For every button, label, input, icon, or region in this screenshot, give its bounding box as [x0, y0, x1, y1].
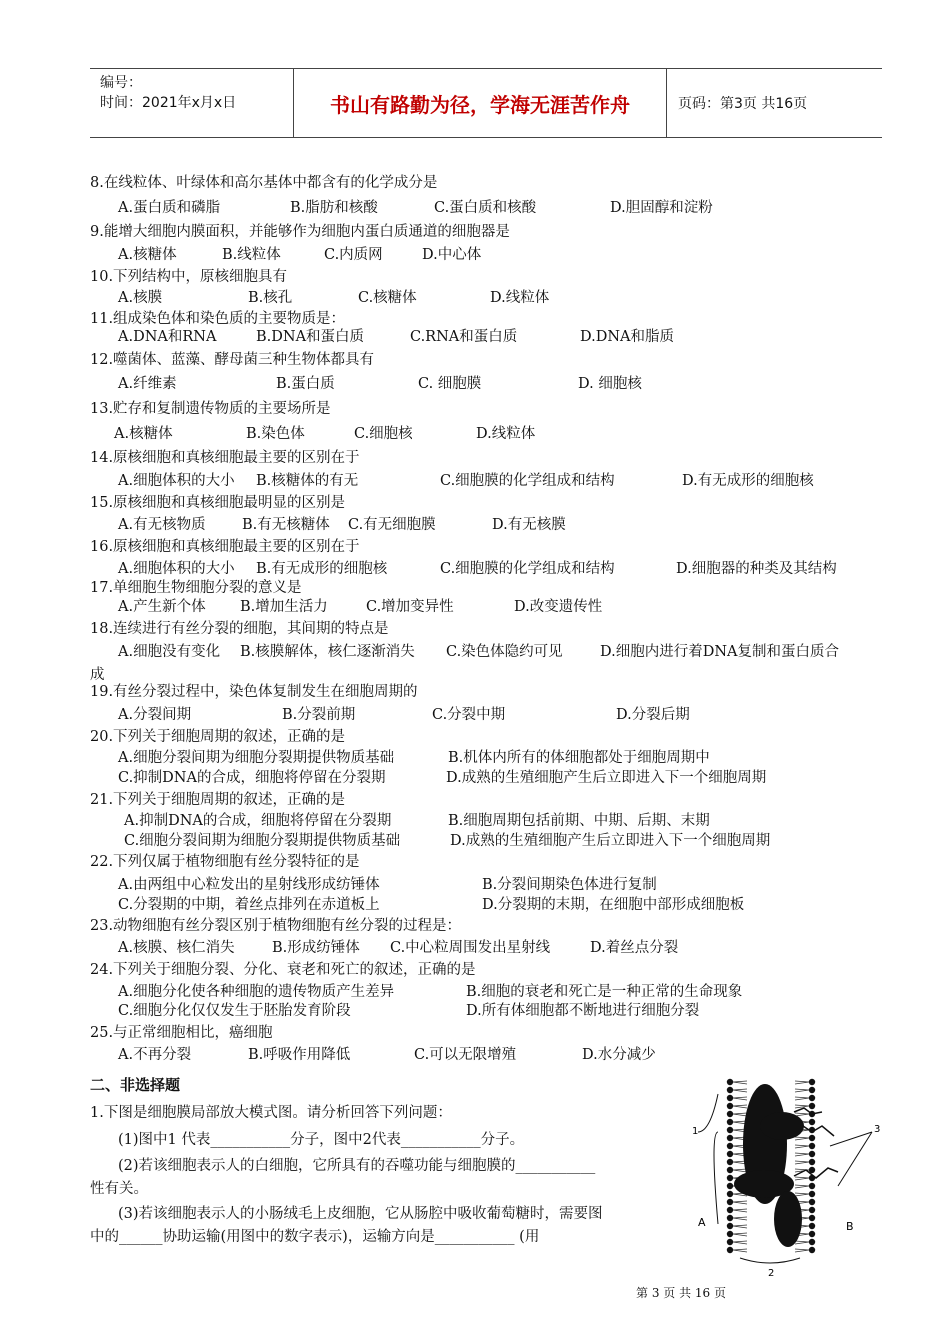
lipid-head	[727, 1127, 733, 1133]
question-stem: 12.噬菌体、蓝藻、酵母菌三种生物体都具有	[90, 352, 375, 368]
answer-option: B.有无成形的细胞核	[256, 561, 388, 577]
lipid-tail	[733, 1113, 747, 1116]
question-stem: 8.在线粒体、叶绿体和高尔基体中都含有的化学成分是	[90, 175, 438, 191]
lipid-head	[727, 1231, 733, 1237]
lipid-head	[809, 1119, 815, 1125]
lipid-tail	[795, 1161, 809, 1164]
lipid-tail	[733, 1225, 747, 1228]
lipid-head	[727, 1159, 733, 1165]
lipid-head	[809, 1079, 815, 1085]
question-stem: 16.原核细胞和真核细胞最主要的区别在于	[90, 539, 360, 555]
answer-option: C.增加变异性	[366, 599, 454, 615]
bracket-1	[698, 1094, 718, 1224]
label-3: 3	[874, 1124, 881, 1135]
lipid-tail	[795, 1145, 809, 1148]
answer-option: C.细胞核	[354, 426, 413, 442]
lipid-head	[727, 1223, 733, 1229]
lipid-head	[727, 1111, 733, 1117]
section2-part1: (1)图中1 代表___________分子，图中2代表___________分子。	[118, 1132, 525, 1148]
answer-option: D.所有体细胞都不断地进行细胞分裂	[466, 1003, 700, 1019]
answer-option: D.着丝点分裂	[590, 940, 679, 956]
answer-option: C.细胞分裂间期为细胞分裂期提供物质基础	[124, 833, 401, 849]
number-label: 编号：	[100, 75, 142, 91]
lipid-head	[809, 1159, 815, 1165]
question-stem: 19.有丝分裂过程中，染色体复制发生在细胞周期的	[90, 684, 418, 700]
protein-upper	[760, 1112, 804, 1140]
section2-part2-cont: 性有关。	[90, 1181, 148, 1197]
question-continuation: 成	[90, 667, 105, 683]
page-header	[90, 68, 882, 138]
answer-option: A.细胞体积的大小	[118, 473, 235, 489]
answer-option: D.中心体	[422, 247, 482, 263]
answer-option: A.核糖体	[114, 426, 173, 442]
question-stem: 9.能增大细胞内膜面积，并能够作为细胞内蛋白质通道的细胞器是	[90, 224, 510, 240]
answer-option: A.由两组中心粒发出的星射线形成纺锤体	[118, 877, 380, 893]
question-stem: 10.下列结构中，原核细胞具有	[90, 269, 288, 285]
lipid-head	[727, 1167, 733, 1173]
pointer-3	[830, 1132, 872, 1186]
question-stem: 11.组成染色体和染色质的主要物质是：	[90, 311, 346, 327]
label-1: 1	[692, 1126, 699, 1137]
lipid-tail	[795, 1193, 809, 1196]
question-stem: 22.下列仅属于植物细胞有丝分裂特征的是	[90, 854, 360, 870]
answer-option: C.染色体隐约可见	[446, 644, 563, 660]
answer-option: C.抑制DNA的合成，细胞将停留在分裂期	[118, 770, 386, 786]
lipid-tail	[795, 1081, 809, 1084]
section-title: 二、非选择题	[90, 1076, 181, 1094]
answer-option: D.成熟的生殖细胞产生后立即进入下一个细胞周期	[446, 770, 767, 786]
answer-option: B.核糖体的有无	[256, 473, 359, 489]
answer-option: A.不再分裂	[118, 1047, 192, 1063]
answer-option: C.细胞膜的化学组成和结构	[440, 561, 615, 577]
answer-option: B.脂肪和核酸	[290, 200, 378, 216]
answer-option: B.有无核糖体	[242, 517, 330, 533]
answer-option: B.染色体	[246, 426, 305, 442]
lipid-tail	[795, 1241, 809, 1244]
question-stem: 25.与正常细胞相比，癌细胞	[90, 1025, 273, 1041]
answer-option: B.呼吸作用降低	[248, 1047, 351, 1063]
lipid-tail	[795, 1177, 809, 1180]
answer-option: C.细胞分化仅仅发生于胚胎发育阶段	[118, 1003, 351, 1019]
glycoprotein-chains	[794, 1108, 838, 1178]
answer-option: A.DNA和RNA	[118, 329, 217, 345]
lipid-head	[727, 1135, 733, 1141]
answer-option: B.分裂前期	[282, 707, 356, 723]
answer-option: C.RNA和蛋白质	[410, 329, 518, 345]
lipid-head	[809, 1207, 815, 1213]
cell-membrane-diagram	[690, 1074, 890, 1279]
lipid-head	[727, 1239, 733, 1245]
lipid-tail	[733, 1201, 747, 1204]
lipid-head	[809, 1135, 815, 1141]
question-stem: 20.下列关于细胞周期的叙述，正确的是	[90, 729, 346, 745]
answer-option: A.细胞分化使各种细胞的遗传物质产生差异	[118, 984, 395, 1000]
lipid-tail	[733, 1241, 747, 1244]
lipid-tail	[733, 1209, 747, 1212]
header-motto: 书山有路勤为径，学海无涯苦作舟	[293, 69, 667, 137]
lipid-tail	[795, 1105, 809, 1108]
answer-option: A.抑制DNA的合成，细胞将停留在分裂期	[124, 813, 392, 829]
answer-option: A.纤维素	[118, 376, 177, 392]
answer-option: A.细胞分裂间期为细胞分裂期提供物质基础	[118, 750, 395, 766]
lipid-head	[727, 1199, 733, 1205]
lipid-head	[727, 1095, 733, 1101]
lipid-head	[809, 1151, 815, 1157]
answer-option: C.分裂期的中期，着丝点排列在赤道板上	[118, 897, 380, 913]
section2-question: 1.下图是细胞膜局部放大模式图。请分析回答下列问题：	[90, 1105, 452, 1121]
question-stem: 21.下列关于细胞周期的叙述，正确的是	[90, 792, 346, 808]
answer-option: A.有无核物质	[118, 517, 206, 533]
answer-option: B.核膜解体，核仁逐渐消失	[240, 644, 415, 660]
answer-option: C.分裂中期	[432, 707, 506, 723]
section2-part3: (3)若该细胞表示人的小肠绒毛上皮细胞，它从肠腔中吸收葡萄糖时，需要图	[118, 1206, 603, 1222]
lipid-tail	[795, 1153, 809, 1156]
lipid-tail	[733, 1217, 747, 1220]
answer-option: D.水分减少	[582, 1047, 656, 1063]
answer-option: B.线粒体	[222, 247, 281, 263]
protein-lower	[774, 1191, 802, 1247]
answer-option: B.DNA和蛋白质	[256, 329, 365, 345]
question-stem: 15.原核细胞和真核细胞最明显的区别是	[90, 495, 346, 511]
lipid-head	[727, 1151, 733, 1157]
question-stem: 17.单细胞生物细胞分裂的意义是	[90, 580, 302, 596]
lipid-head	[727, 1247, 733, 1253]
lipid-tail	[795, 1137, 809, 1140]
lipid-tail	[733, 1105, 747, 1108]
label-2: 2	[768, 1268, 775, 1279]
lipid-head	[809, 1143, 815, 1149]
answer-option: D.胆固醇和淀粉	[610, 200, 713, 216]
answer-option: C.中心粒周围发出星射线	[390, 940, 551, 956]
answer-option: A.细胞体积的大小	[118, 561, 235, 577]
lipid-tail	[733, 1233, 747, 1236]
answer-option: B.分裂间期染色体进行复制	[482, 877, 657, 893]
answer-option: D.改变遗传性	[514, 599, 603, 615]
answer-option: B.核孔	[248, 290, 293, 306]
lipid-head	[809, 1095, 815, 1101]
answer-option: C.蛋白质和核酸	[434, 200, 537, 216]
answer-option: D.线粒体	[490, 290, 550, 306]
lipid-tail	[795, 1249, 809, 1252]
lipid-tail	[733, 1097, 747, 1100]
answer-option: C.内质网	[324, 247, 383, 263]
answer-option: B.形成纺锤体	[272, 940, 360, 956]
answer-option: C. 细胞膜	[418, 376, 482, 392]
answer-option: D.细胞内进行着DNA复制和蛋白质合	[600, 644, 840, 660]
answer-option: A.核膜	[118, 290, 163, 306]
answer-option: C.有无细胞膜	[348, 517, 436, 533]
lipid-head	[727, 1183, 733, 1189]
lipid-tail	[795, 1089, 809, 1092]
answer-option: D.有无成形的细胞核	[682, 473, 814, 489]
lipid-head	[727, 1087, 733, 1093]
header-meta	[100, 73, 236, 113]
answer-option: A.核膜、核仁消失	[118, 940, 235, 956]
label-A: A	[698, 1216, 706, 1229]
lipid-head	[809, 1231, 815, 1237]
answer-option: D.分裂后期	[616, 707, 690, 723]
lipid-tail	[733, 1169, 747, 1172]
lipid-head	[809, 1199, 815, 1205]
lipid-tail	[733, 1249, 747, 1252]
answer-option: D.分裂期的末期，在细胞中部形成细胞板	[482, 897, 745, 913]
lipid-head	[809, 1103, 815, 1109]
time-label: 时间：2021年x月x日	[100, 95, 237, 111]
label-B: B	[846, 1220, 854, 1233]
lipid-head	[727, 1215, 733, 1221]
lipid-head	[727, 1191, 733, 1197]
lipid-head	[809, 1223, 815, 1229]
answer-option: D.细胞器的种类及其结构	[676, 561, 837, 577]
section2-part3-cont: 中的______协助运输(用图中的数字表示)，运输方向是___________ (用	[90, 1229, 540, 1245]
answer-option: B.蛋白质	[276, 376, 335, 392]
lipid-head	[809, 1191, 815, 1197]
question-stem: 18.连续进行有丝分裂的细胞，其间期的特点是	[90, 621, 389, 637]
lipid-tail	[733, 1089, 747, 1092]
answer-option: C.可以无限增殖	[414, 1047, 517, 1063]
answer-option: A.细胞没有变化	[118, 644, 221, 660]
lipid-head	[727, 1119, 733, 1125]
lipid-head	[727, 1143, 733, 1149]
lipid-head	[809, 1239, 815, 1245]
answer-option: A.蛋白质和磷脂	[118, 200, 221, 216]
lipid-tail	[795, 1113, 809, 1116]
question-stem: 23.动物细胞有丝分裂区别于植物细胞有丝分裂的过程是：	[90, 918, 462, 934]
answer-option: D.有无核膜	[492, 517, 566, 533]
lipid-head	[809, 1183, 815, 1189]
question-stem: 14.原核细胞和真核细胞最主要的区别在于	[90, 450, 360, 466]
section2-part2: (2)若该细胞表示人的白细胞，它所具有的吞噬功能与细胞膜的___________	[118, 1158, 596, 1174]
lipid-head	[809, 1215, 815, 1221]
question-stem: 24.下列关于细胞分裂、分化、衰老和死亡的叙述，正确的是	[90, 962, 476, 978]
answer-option: A.核糖体	[118, 247, 177, 263]
answer-option: D. 细胞核	[578, 376, 642, 392]
lipid-head	[727, 1079, 733, 1085]
lipid-head	[727, 1103, 733, 1109]
lipid-tail	[733, 1081, 747, 1084]
lipid-head	[727, 1175, 733, 1181]
answer-option: B.细胞周期包括前期、中期、后期、末期	[448, 813, 710, 829]
answer-option: D.成熟的生殖细胞产生后立即进入下一个细胞周期	[450, 833, 771, 849]
answer-option: B.机体内所有的体细胞都处于细胞周期中	[448, 750, 710, 766]
bracket-2	[740, 1258, 800, 1263]
lipid-tail	[795, 1097, 809, 1100]
answer-option: C.细胞膜的化学组成和结构	[440, 473, 615, 489]
answer-option: A.分裂间期	[118, 707, 192, 723]
lipid-head	[727, 1207, 733, 1213]
answer-option: A.产生新个体	[118, 599, 206, 615]
lipid-tail	[795, 1185, 809, 1188]
question-stem: 13.贮存和复制遗传物质的主要场所是	[90, 401, 331, 417]
answer-option: B.细胞的衰老和死亡是一种正常的生命现象	[466, 984, 743, 1000]
lipid-head	[809, 1087, 815, 1093]
answer-option: D.线粒体	[476, 426, 536, 442]
lipid-head	[809, 1247, 815, 1253]
answer-option: B.增加生活力	[240, 599, 328, 615]
answer-option: D.DNA和脂质	[580, 329, 675, 345]
answer-option: C.核糖体	[358, 290, 417, 306]
page-number-label: 页码：第3页 共16页	[678, 96, 808, 112]
page-footer: 第 3 页 共 16 页	[636, 1286, 726, 1300]
